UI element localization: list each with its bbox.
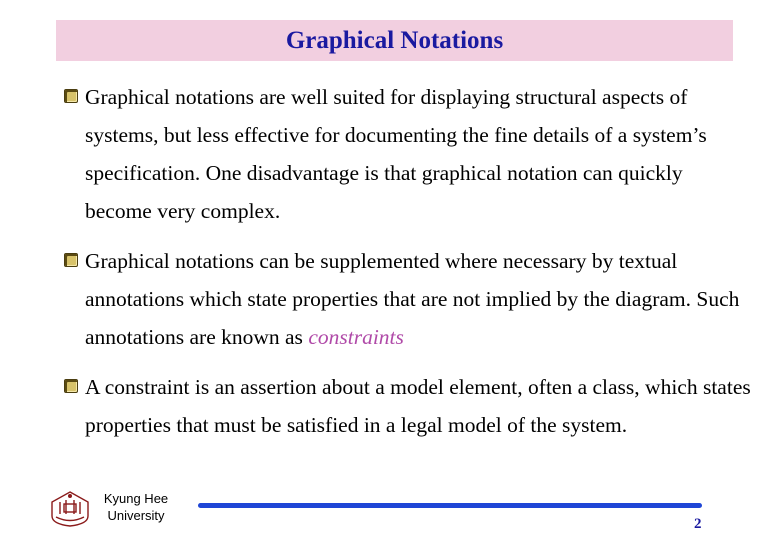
constraints-emphasis: constraints [308, 325, 404, 349]
page-number: 2 [694, 516, 702, 532]
bullet-text: Graphical notations are well suited for displaying structural aspects of systems, but less effective for documenting the fine details of a system’s specification. One disadvantage is that graphical notation can quickly become very complex. [85, 85, 707, 223]
bullet-box-icon [64, 379, 78, 393]
university-logo-icon [48, 490, 92, 528]
university-name-line2: University [107, 508, 165, 523]
bullet-box-icon [64, 253, 78, 267]
footer-divider [198, 503, 702, 508]
university-name [96, 490, 176, 524]
bullet-text: A constraint is an assertion about a model element, often a class, which states properties that must be satisfied in a legal model of the system. [85, 375, 751, 437]
title-bar [56, 20, 733, 61]
bullet-box-icon [64, 89, 78, 103]
university-name-line1: Kyung Hee [103, 491, 169, 506]
bullet-list [64, 78, 754, 456]
bullet-text: Graphical notations can be supplemented where necessary by textual annotations which state properties that are not implied by the diagram. Such annotations are known as [85, 249, 740, 349]
bullet-item [64, 368, 754, 444]
bullet-item [64, 242, 754, 356]
slide-title: Graphical Notations [285, 26, 504, 54]
bullet-item [64, 78, 754, 230]
